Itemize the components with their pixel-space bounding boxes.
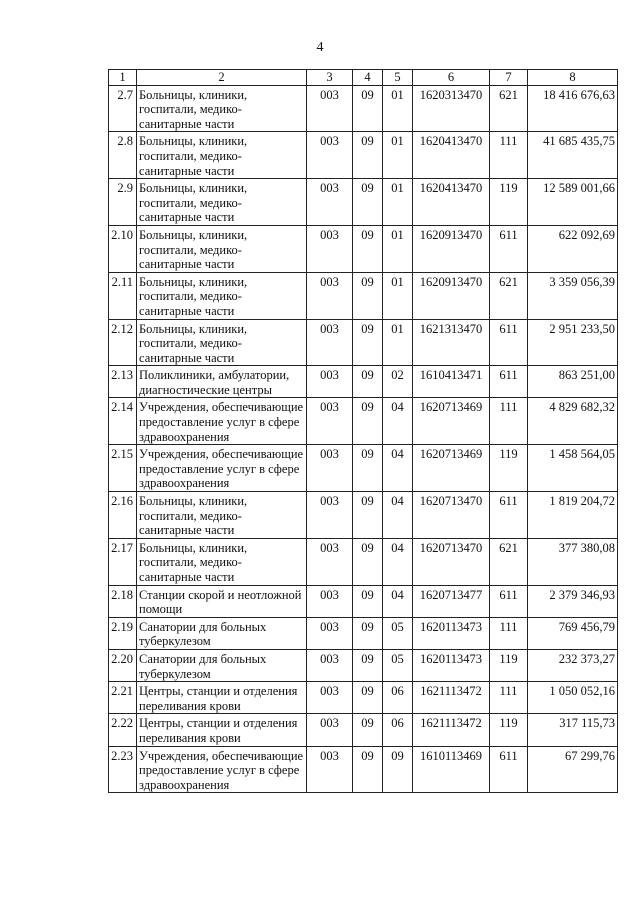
expense-type-cell: 611 [490,585,528,617]
column-header: 8 [528,70,618,86]
institution-name-cell: Больницы, клиники, госпитали, медико-санитарные части [137,272,307,319]
column-header: 4 [353,70,383,86]
amount-cell: 67 299,76 [528,746,618,793]
institution-name-cell: Больницы, клиники, госпитали, медико-санитарные части [137,492,307,539]
amount-cell: 1 819 204,72 [528,492,618,539]
section-cell: 09 [353,617,383,649]
institution-name-cell: Учреждения, обеспечивающие предоставление услуг в сфере здравоохранения [137,445,307,492]
expense-type-cell: 611 [490,319,528,366]
subsection-cell: 09 [383,746,413,793]
institution-name-cell: Центры, станции и отделения переливания крови [137,714,307,746]
target-article-cell: 1620413470 [413,179,490,226]
row-number-cell: 2.8 [109,132,137,179]
budget-table [108,69,618,793]
institution-name-cell: Поликлиники, амбулатории, диагностические центры [137,366,307,398]
institution-name-cell: Учреждения, обеспечивающие предоставление услуг в сфере здравоохранения [137,746,307,793]
section-cell: 09 [353,179,383,226]
code-cell: 003 [307,225,353,272]
target-article-cell: 1620913470 [413,272,490,319]
target-article-cell: 1620413470 [413,132,490,179]
target-article-cell: 1620713469 [413,398,490,445]
code-cell: 003 [307,179,353,226]
expense-type-cell: 611 [490,492,528,539]
target-article-cell: 1610413471 [413,366,490,398]
table-row [109,272,618,319]
target-article-cell: 1621113472 [413,714,490,746]
expense-type-cell: 611 [490,225,528,272]
row-number-cell: 2.23 [109,746,137,793]
amount-cell: 1 050 052,16 [528,682,618,714]
target-article-cell: 1610113469 [413,746,490,793]
expense-type-cell: 621 [490,85,528,132]
column-header: 2 [137,70,307,86]
table-body [109,85,618,793]
amount-cell: 3 359 056,39 [528,272,618,319]
row-number-cell: 2.10 [109,225,137,272]
subsection-cell: 02 [383,366,413,398]
table-row [109,617,618,649]
column-header: 7 [490,70,528,86]
row-number-cell: 2.12 [109,319,137,366]
target-article-cell: 1620713470 [413,538,490,585]
subsection-cell: 06 [383,682,413,714]
code-cell: 003 [307,585,353,617]
row-number-cell: 2.20 [109,649,137,681]
section-cell: 09 [353,538,383,585]
expense-type-cell: 111 [490,132,528,179]
amount-cell: 41 685 435,75 [528,132,618,179]
table-row [109,225,618,272]
amount-cell: 4 829 682,32 [528,398,618,445]
amount-cell: 863 251,00 [528,366,618,398]
column-header: 5 [383,70,413,86]
expense-type-cell: 611 [490,366,528,398]
amount-cell: 377 380,08 [528,538,618,585]
section-cell: 09 [353,319,383,366]
code-cell: 003 [307,682,353,714]
row-number-cell: 2.19 [109,617,137,649]
amount-cell: 317 115,73 [528,714,618,746]
header-row [109,70,618,86]
institution-name-cell: Больницы, клиники, госпитали, медико-санитарные части [137,132,307,179]
expense-type-cell: 119 [490,649,528,681]
subsection-cell: 01 [383,179,413,226]
section-cell: 09 [353,132,383,179]
target-article-cell: 1620113473 [413,649,490,681]
table-row [109,746,618,793]
target-article-cell: 1620113473 [413,617,490,649]
row-number-cell: 2.22 [109,714,137,746]
row-number-cell: 2.13 [109,366,137,398]
target-article-cell: 1620313470 [413,85,490,132]
code-cell: 003 [307,746,353,793]
subsection-cell: 01 [383,272,413,319]
code-cell: 003 [307,272,353,319]
expense-type-cell: 111 [490,617,528,649]
row-number-cell: 2.16 [109,492,137,539]
code-cell: 003 [307,538,353,585]
amount-cell: 622 092,69 [528,225,618,272]
section-cell: 09 [353,85,383,132]
target-article-cell: 1620713469 [413,445,490,492]
expense-type-cell: 119 [490,179,528,226]
page-number: 4 [316,40,324,55]
table-row [109,366,618,398]
expense-type-cell: 111 [490,398,528,445]
row-number-cell: 2.11 [109,272,137,319]
expense-type-cell: 621 [490,272,528,319]
institution-name-cell: Больницы, клиники, госпитали, медико-санитарные части [137,319,307,366]
expense-type-cell: 119 [490,714,528,746]
table-row [109,682,618,714]
code-cell: 003 [307,132,353,179]
code-cell: 003 [307,319,353,366]
table-row [109,714,618,746]
institution-name-cell: Больницы, клиники, госпитали, медико-санитарные части [137,179,307,226]
section-cell: 09 [353,445,383,492]
expense-type-cell: 111 [490,682,528,714]
subsection-cell: 04 [383,445,413,492]
institution-name-cell: Больницы, клиники, госпитали, медико-санитарные части [137,538,307,585]
code-cell: 003 [307,366,353,398]
table-row [109,398,618,445]
section-cell: 09 [353,398,383,445]
column-header: 3 [307,70,353,86]
amount-cell: 1 458 564,05 [528,445,618,492]
amount-cell: 2 951 233,50 [528,319,618,366]
table-row [109,132,618,179]
column-header: 6 [413,70,490,86]
code-cell: 003 [307,445,353,492]
table-row [109,179,618,226]
target-article-cell: 1620713477 [413,585,490,617]
table-row [109,319,618,366]
subsection-cell: 05 [383,617,413,649]
institution-name-cell: Больницы, клиники, госпитали, медико-санитарные части [137,85,307,132]
section-cell: 09 [353,225,383,272]
section-cell: 09 [353,272,383,319]
row-number-cell: 2.7 [109,85,137,132]
row-number-cell: 2.17 [109,538,137,585]
subsection-cell: 01 [383,225,413,272]
section-cell: 09 [353,649,383,681]
institution-name-cell: Учреждения, обеспечивающие предоставление услуг в сфере здравоохранения [137,398,307,445]
subsection-cell: 04 [383,492,413,539]
institution-name-cell: Центры, станции и отделения переливания крови [137,682,307,714]
row-number-cell: 2.21 [109,682,137,714]
subsection-cell: 01 [383,85,413,132]
section-cell: 09 [353,682,383,714]
row-number-cell: 2.15 [109,445,137,492]
amount-cell: 18 416 676,63 [528,85,618,132]
section-cell: 09 [353,714,383,746]
subsection-cell: 04 [383,585,413,617]
amount-cell: 12 589 001,66 [528,179,618,226]
row-number-cell: 2.18 [109,585,137,617]
amount-cell: 232 373,27 [528,649,618,681]
subsection-cell: 06 [383,714,413,746]
section-cell: 09 [353,366,383,398]
institution-name-cell: Станции скорой и неотложной помощи [137,585,307,617]
subsection-cell: 01 [383,319,413,366]
table-row [109,538,618,585]
subsection-cell: 01 [383,132,413,179]
amount-cell: 769 456,79 [528,617,618,649]
row-number-cell: 2.14 [109,398,137,445]
target-article-cell: 1620713470 [413,492,490,539]
table-row [109,445,618,492]
table-row [109,492,618,539]
expense-type-cell: 119 [490,445,528,492]
section-cell: 09 [353,585,383,617]
column-header: 1 [109,70,137,86]
row-number-cell: 2.9 [109,179,137,226]
institution-name-cell: Больницы, клиники, госпитали, медико-санитарные части [137,225,307,272]
target-article-cell: 1621313470 [413,319,490,366]
subsection-cell: 04 [383,398,413,445]
table-row [109,649,618,681]
target-article-cell: 1620913470 [413,225,490,272]
code-cell: 003 [307,617,353,649]
amount-cell: 2 379 346,93 [528,585,618,617]
table-row [109,85,618,132]
code-cell: 003 [307,492,353,539]
code-cell: 003 [307,649,353,681]
expense-type-cell: 621 [490,538,528,585]
code-cell: 003 [307,714,353,746]
subsection-cell: 04 [383,538,413,585]
target-article-cell: 1621113472 [413,682,490,714]
section-cell: 09 [353,746,383,793]
code-cell: 003 [307,85,353,132]
section-cell: 09 [353,492,383,539]
table-row [109,585,618,617]
code-cell: 003 [307,398,353,445]
expense-type-cell: 611 [490,746,528,793]
institution-name-cell: Санатории для больных туберкулезом [137,617,307,649]
institution-name-cell: Санатории для больных туберкулезом [137,649,307,681]
subsection-cell: 05 [383,649,413,681]
